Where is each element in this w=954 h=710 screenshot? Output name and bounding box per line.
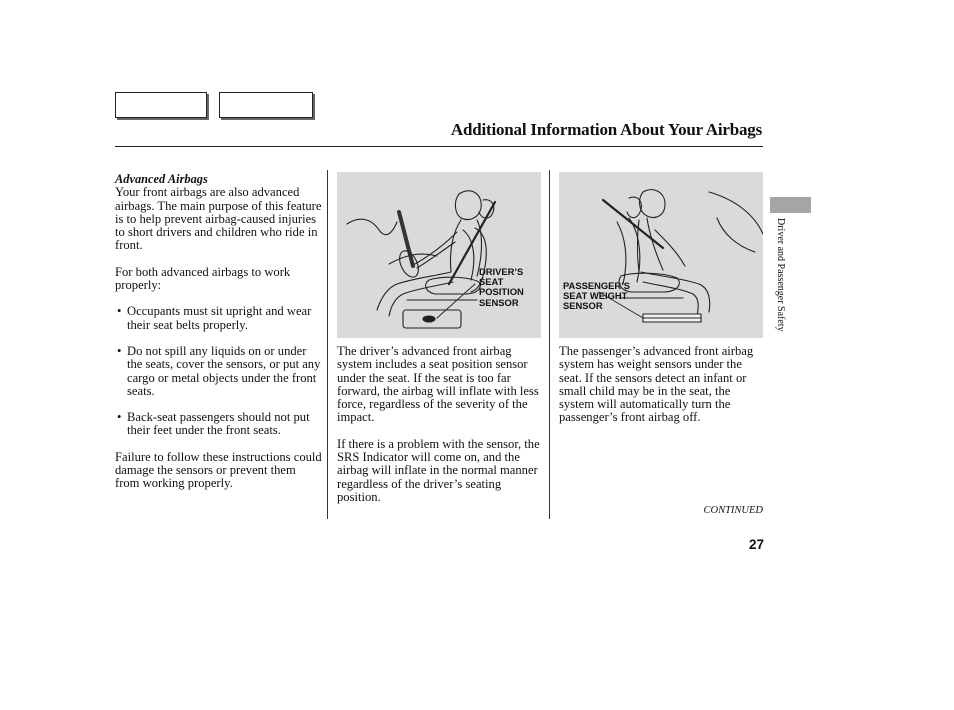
bullet-item: [115, 411, 323, 438]
srs-indicator-paragraph: If there is a problem with the sensor, the SRS Indicator will come on, and the airbag will inflate in the normal manner regardless of the driver’s seating position.: [337, 436, 540, 504]
bullet-item: [115, 345, 323, 398]
continued-note: CONTINUED: [703, 505, 763, 516]
left-column: [115, 173, 323, 491]
bullet-text: Occupants must sit upright and wear their seat belts properly.: [127, 304, 312, 332]
passenger-sensor-paragraph: The passenger’s advanced front airbag system has weight sensors under the seat. If the sensors detect an infant or small child may be in the seat, the system will automatically turn the passenger’s front airbag off.: [559, 344, 754, 425]
driver-seat-illustration: [337, 172, 541, 338]
passenger-seat-drawing: [559, 172, 763, 338]
bullet-text: Back-seat passengers should not put their feet under the front seats.: [127, 410, 310, 438]
bullet-dot-icon: •: [117, 304, 122, 319]
page-title: Additional Information About Your Airbags: [450, 120, 762, 139]
side-section-label: Driver and Passenger Safety: [775, 218, 786, 332]
section-tab-marker: [770, 197, 811, 213]
passenger-sensor-label: PASSENGER’S SEAT WEIGHT SENSOR: [563, 280, 631, 312]
nav-box-1: [115, 92, 207, 118]
nav-box-2: [219, 92, 313, 118]
passenger-seat-illustration: [559, 172, 763, 338]
middle-column: [337, 345, 543, 504]
bullet-item: [115, 305, 323, 332]
intro-paragraph: Your front airbags are also advanced airbags. The main purpose of this feature is to help prevent airbag-caused injuries to short drivers and children who ride in front.: [115, 185, 322, 253]
driver-sensor-paragraph: The driver’s advanced front airbag system includes a seat position sensor under the seat. If the seat is too far forward, the airbag will inflate with less force, regardless of the severity of the impact.: [337, 344, 539, 425]
driver-seat-drawing: [337, 172, 541, 338]
bullet-dot-icon: •: [117, 410, 122, 425]
section-heading: Advanced Airbags: [115, 172, 208, 186]
driver-sensor-label: DRIVER’S SEAT POSITION SENSOR: [479, 266, 524, 308]
right-column: [559, 345, 765, 425]
closing-paragraph: Failure to follow these instructions could damage the sensors or prevent them from working properly.: [115, 449, 322, 491]
lead-in-paragraph: For both advanced airbags to work properly:: [115, 264, 291, 293]
bullet-text: Do not spill any liquids on or under the seats, cover the sensors, or put any cargo or metal objects under the front seats.: [127, 343, 321, 398]
bullet-dot-icon: •: [117, 343, 122, 358]
title-rule: [115, 146, 763, 147]
column-divider: [549, 170, 550, 519]
page-number: 27: [748, 537, 764, 552]
column-divider: [327, 170, 328, 519]
